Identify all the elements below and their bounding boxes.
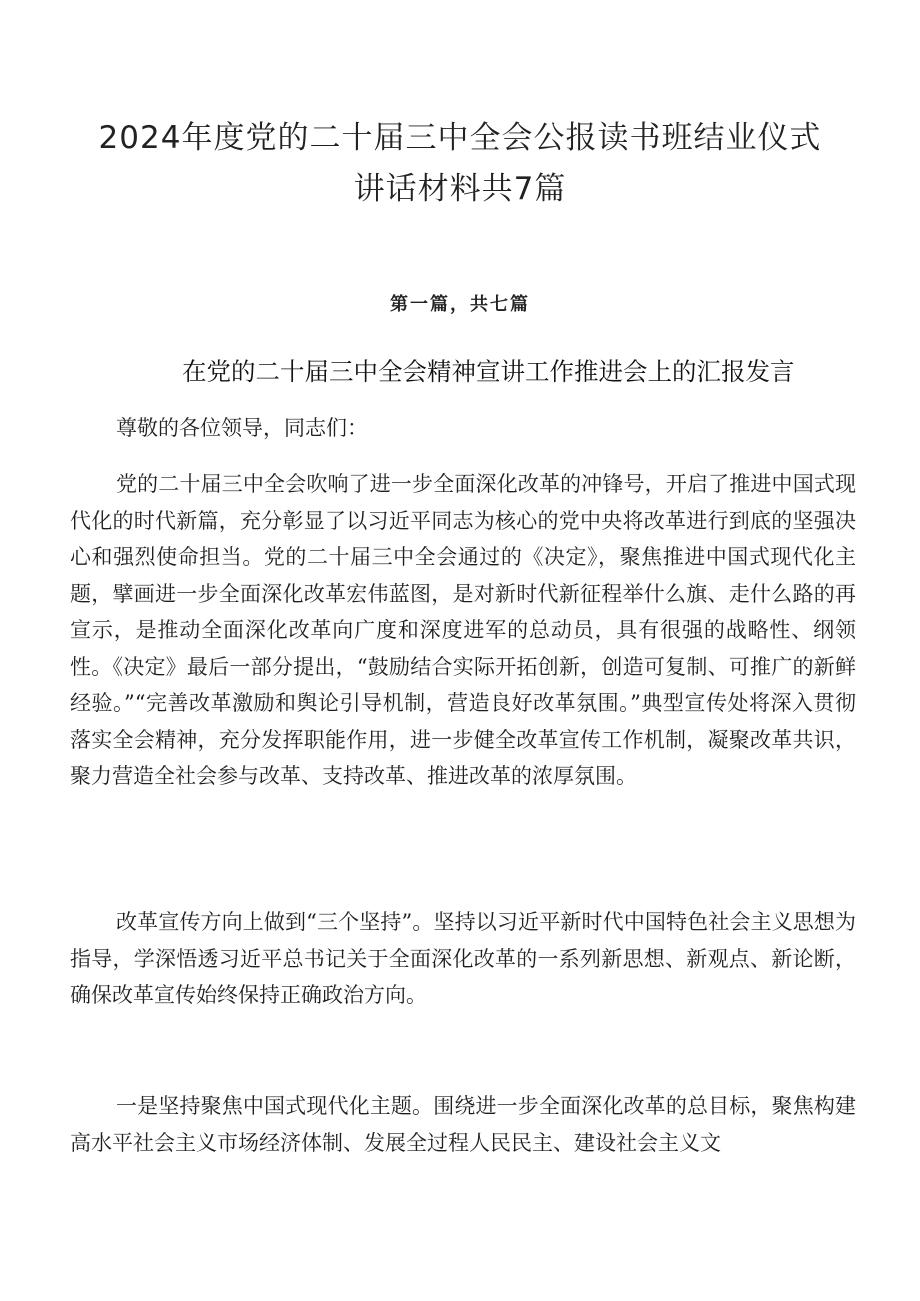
body-paragraph-2: 改革宣传方向上做到“三个坚持”。坚持以习近平新时代中国特色社会主义思想为指导，学深悟透习近平总书记关于全面深化改革的一系列新思想、新观点、新论断，确保改革宣传始终保持正确政治方向。 (70, 910, 856, 1007)
body-paragraph-3: 一是坚持聚焦中国式现代化主题。围绕进一步全面深化改革的总目标，聚焦构建高水平社会主义市场经济体制、发展全过程人民民主、建设社会主义文 (70, 1094, 856, 1155)
part-label: 第一篇，共七篇 (390, 294, 530, 315)
body-paragraph-1: 党的二十届三中全会吹响了进一步全面深化改革的冲锋号，开启了推进中国式现代化的时代新篇，充分彰显了以习近平同志为核心的党中央将改革进行到底的坚强决心和强烈使命担当。党的二十届三中全会通过的《决定》，聚焦推进中国式现代化主题，擘画进一步全面深化改革宏伟蓝图，是对新时代新征程举什么旗、走什么路的再宣示，是推动全面深化改革向广度和深度进军的总动员，具有很强的战略性、纲领性。《决定》最后一部分提出，“鼓励结合实际开拓创新，创造可复制、可推广的新鲜经验。”“完善改革激励和舆论引导机制，营造良好改革氛围。”典型宣传处将深入贯彻落实全会精神，充分发挥职能作用，进一步健全改革宣传工作机制，凝聚改革共识，聚力营造全社会参与改革、支持改革、推进改革的浓厚氛围。 (70, 472, 856, 788)
section-heading: 在党的二十届三中全会精神宣讲工作推进会上的汇报发言 (182, 357, 795, 386)
greeting: 尊敬的各位领导，同志们： (116, 416, 368, 440)
document-title-line-1: 2024年度党的二十届三中全会公报读书班结业仪式 (98, 120, 822, 156)
document-title-line-2: 讲话材料共7篇 (353, 171, 567, 207)
